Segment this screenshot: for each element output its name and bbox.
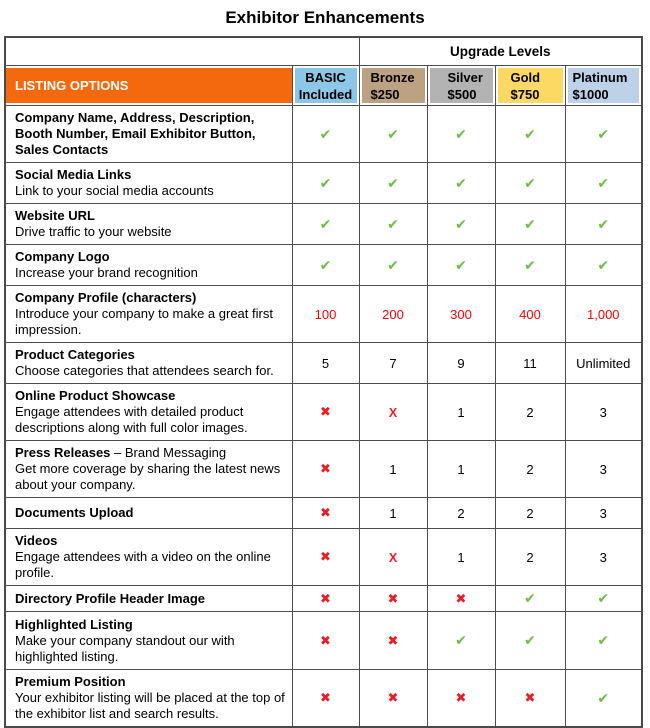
cross-icon: ✖ (387, 590, 399, 606)
feature-title: Company Name, Address, Description, Booth Number, Email Exhibitor Button, Sales Contacts (15, 110, 256, 157)
value-cell (495, 286, 565, 343)
value-cell (359, 670, 427, 728)
comparison-table (4, 36, 643, 728)
value-cell (565, 106, 642, 163)
check-icon: ✔ (387, 215, 399, 232)
table-row (5, 245, 642, 286)
value-cell (427, 204, 495, 245)
table-row (5, 529, 642, 586)
check-icon: ✔ (597, 215, 610, 232)
value-cell (495, 106, 565, 163)
check-icon: ✔ (524, 174, 536, 191)
cell-text: 2 (526, 549, 534, 565)
cross-icon: ✖ (320, 590, 331, 606)
feature-subtitle: Introduce your company to make a great first impression. (15, 306, 273, 337)
feature-title: Website URL (15, 208, 95, 223)
value-cell (359, 441, 427, 498)
check-icon: ✔ (319, 125, 332, 142)
check-icon: ✔ (524, 215, 536, 232)
value-cell (565, 343, 642, 384)
value-cell (292, 498, 359, 529)
value-cell (565, 204, 642, 245)
tier-price: $1000 (572, 86, 609, 102)
cell-text: 2 (526, 461, 534, 477)
tier-name: BASIC (305, 69, 346, 85)
value-cell (565, 586, 642, 612)
check-icon: ✔ (455, 632, 467, 648)
tier-price: $500 (447, 86, 477, 102)
tier-name: Silver (447, 69, 483, 85)
value-cell (292, 529, 359, 586)
check-icon: ✔ (319, 215, 332, 232)
value-cell (292, 163, 359, 204)
value-cell (359, 204, 427, 245)
feature-subtitle: Engage attendees with detailed product descriptions along with full color images. (15, 404, 248, 435)
value-cell (359, 498, 427, 529)
value-cell (359, 106, 427, 163)
value-cell (427, 441, 495, 498)
value-cell (565, 163, 642, 204)
cell-text: 300 (450, 306, 472, 322)
cell-text: 1,000 (587, 306, 620, 322)
table-row (5, 384, 642, 441)
feature-subtitle: Your exhibitor listing will be placed at the top of the exhibitor list and search results. (15, 690, 285, 721)
check-icon: ✔ (524, 256, 536, 273)
column-header-row (5, 66, 642, 106)
feature-cell (5, 286, 292, 343)
value-cell (495, 204, 565, 245)
tier-header-basic (292, 66, 359, 106)
spacer-cell (5, 37, 359, 66)
table-row (5, 498, 642, 529)
feature-subtitle: Make your company standout our with highlighted listing. (15, 632, 235, 664)
cell-text: 2 (526, 505, 534, 521)
feature-title: Product Categories (15, 347, 135, 362)
feature-subtitle: Link to your social media accounts (15, 183, 214, 198)
value-cell (359, 529, 427, 586)
tier-header-gold (495, 66, 565, 106)
value-cell (495, 612, 565, 670)
cell-text: 1 (457, 404, 465, 420)
feature-cell (5, 384, 292, 441)
value-cell (565, 529, 642, 586)
cell-text: 7 (389, 355, 397, 371)
feature-title: Company Profile (characters) (15, 290, 197, 305)
tier-price: $750 (510, 86, 540, 102)
value-cell (427, 670, 495, 728)
check-icon: ✔ (524, 632, 536, 648)
value-cell (292, 384, 359, 441)
value-cell (427, 384, 495, 441)
check-icon: ✔ (387, 256, 399, 273)
table-row (5, 586, 642, 612)
value-cell (427, 245, 495, 286)
table-row (5, 612, 642, 670)
check-icon: ✔ (597, 174, 610, 191)
value-cell (427, 286, 495, 343)
feature-cell (5, 163, 292, 204)
cross-icon: ✖ (455, 590, 467, 606)
check-icon: ✔ (319, 174, 332, 191)
check-icon: ✔ (524, 590, 536, 606)
value-cell (292, 670, 359, 728)
value-cell (495, 163, 565, 204)
cell-text: 1 (389, 461, 397, 477)
value-cell (292, 586, 359, 612)
value-cell (427, 498, 495, 529)
value-cell (359, 286, 427, 343)
cell-text: 1 (389, 505, 397, 521)
cell-text: 3 (599, 549, 607, 565)
page-title: Exhibitor Enhancements (225, 8, 425, 27)
feature-subtitle: Choose categories that attendees search for. (15, 363, 274, 378)
value-cell (495, 586, 565, 612)
check-icon: ✔ (319, 256, 332, 273)
feature-cell (5, 106, 292, 163)
cross-icon: ✖ (320, 505, 331, 520)
tier-name: Gold (510, 69, 541, 85)
tier-name: Bronze (370, 69, 415, 85)
check-icon: ✔ (524, 125, 536, 142)
tier-header-platinum (565, 66, 642, 106)
feature-title: Highlighted Listing (15, 616, 133, 632)
value-cell (565, 245, 642, 286)
tier-name: Platinum (572, 69, 628, 85)
value-cell (292, 343, 359, 384)
cell-text: 3 (599, 461, 607, 477)
listing-options-header: LISTING OPTIONS (5, 66, 292, 106)
feature-cell (5, 586, 292, 612)
feature-title: Videos (15, 533, 58, 548)
cell-text: 9 (457, 355, 465, 371)
check-icon: ✔ (597, 125, 610, 142)
feature-cell (5, 498, 292, 529)
feature-title: Company Logo (15, 249, 110, 264)
cross-icon: ✖ (320, 549, 331, 564)
table-row (5, 204, 642, 245)
check-icon: ✔ (597, 590, 610, 606)
cross-icon: ✖ (320, 461, 331, 476)
cross-icon: ✖ (524, 690, 536, 705)
upgrade-levels-header: Upgrade Levels (359, 37, 642, 66)
check-icon: ✔ (455, 215, 467, 232)
value-cell (359, 586, 427, 612)
cross-letter-icon: X (388, 405, 398, 420)
feature-title: Documents Upload (15, 505, 134, 520)
check-icon: ✔ (387, 125, 399, 142)
value-cell (292, 245, 359, 286)
feature-title: Social Media Links (15, 167, 132, 182)
value-cell (565, 498, 642, 529)
value-cell (565, 670, 642, 728)
feature-title: Premium Position (15, 674, 126, 689)
value-cell (565, 612, 642, 670)
feature-title: Press Releases (15, 445, 111, 460)
cell-text: 5 (321, 355, 330, 371)
value-cell (292, 204, 359, 245)
tier-header-silver (427, 66, 495, 106)
value-cell (495, 245, 565, 286)
feature-cell (5, 670, 292, 728)
cross-icon: ✖ (387, 632, 399, 648)
value-cell (359, 612, 427, 670)
value-cell (292, 286, 359, 343)
feature-cell (5, 245, 292, 286)
value-cell (292, 612, 359, 670)
value-cell (427, 343, 495, 384)
value-cell (495, 498, 565, 529)
tier-price: Included (298, 86, 353, 102)
cell-text: 3 (599, 505, 607, 521)
value-cell (565, 441, 642, 498)
table-row (5, 441, 642, 498)
table-row (5, 670, 642, 728)
cross-icon: ✖ (455, 690, 467, 705)
tier-header-bronze (359, 66, 427, 106)
check-icon: ✔ (597, 632, 610, 648)
feature-subtitle: Engage attendees with a video on the online profile. (15, 549, 271, 580)
value-cell (292, 106, 359, 163)
value-cell (495, 343, 565, 384)
cell-text: 2 (457, 505, 465, 521)
cell-text: Unlimited (576, 355, 631, 371)
feature-subtitle: Increase your brand recognition (15, 265, 198, 280)
cell-text: 400 (519, 306, 541, 322)
tier-price: $250 (370, 86, 400, 102)
value-cell (427, 586, 495, 612)
feature-title: Online Product Showcase (15, 388, 176, 403)
value-cell (427, 163, 495, 204)
feature-cell (5, 441, 292, 498)
feature-cell (5, 343, 292, 384)
value-cell (292, 441, 359, 498)
cell-text: 11 (523, 355, 537, 371)
value-cell (427, 106, 495, 163)
check-icon: ✔ (597, 256, 610, 273)
value-cell (359, 163, 427, 204)
cell-text: 1 (457, 549, 465, 565)
feature-title-suffix: – Brand Messaging (110, 445, 227, 460)
feature-cell (5, 529, 292, 586)
feature-cell (5, 612, 292, 670)
value-cell (427, 612, 495, 670)
value-cell (495, 441, 565, 498)
cell-text: 1 (457, 461, 465, 477)
cross-icon: ✖ (320, 632, 331, 648)
value-cell (565, 384, 642, 441)
upgrade-levels-row (5, 37, 642, 66)
check-icon: ✔ (455, 256, 467, 273)
table-row (5, 106, 642, 163)
check-icon: ✔ (455, 125, 467, 142)
feature-cell (5, 204, 292, 245)
check-icon: ✔ (387, 174, 399, 191)
feature-subtitle: Get more coverage by sharing the latest news about your company. (15, 461, 281, 492)
table-row (5, 163, 642, 204)
value-cell (427, 529, 495, 586)
value-cell (495, 384, 565, 441)
cell-text: 3 (599, 404, 607, 420)
value-cell (359, 384, 427, 441)
table-row (5, 286, 642, 343)
feature-title: Directory Profile Header Image (15, 590, 206, 606)
feature-subtitle: Drive traffic to your website (15, 224, 172, 239)
value-cell (359, 245, 427, 286)
value-cell (565, 286, 642, 343)
cross-letter-icon: X (388, 550, 398, 565)
cross-icon: ✖ (320, 690, 331, 705)
check-icon: ✔ (597, 689, 610, 706)
check-icon: ✔ (455, 174, 467, 191)
value-cell (359, 343, 427, 384)
cross-icon: ✖ (320, 404, 331, 419)
value-cell (495, 670, 565, 728)
table-row (5, 343, 642, 384)
cell-text: 200 (382, 306, 404, 322)
cell-text: 2 (526, 404, 534, 420)
cross-icon: ✖ (387, 690, 399, 705)
cell-text: 100 (314, 306, 337, 322)
value-cell (495, 529, 565, 586)
